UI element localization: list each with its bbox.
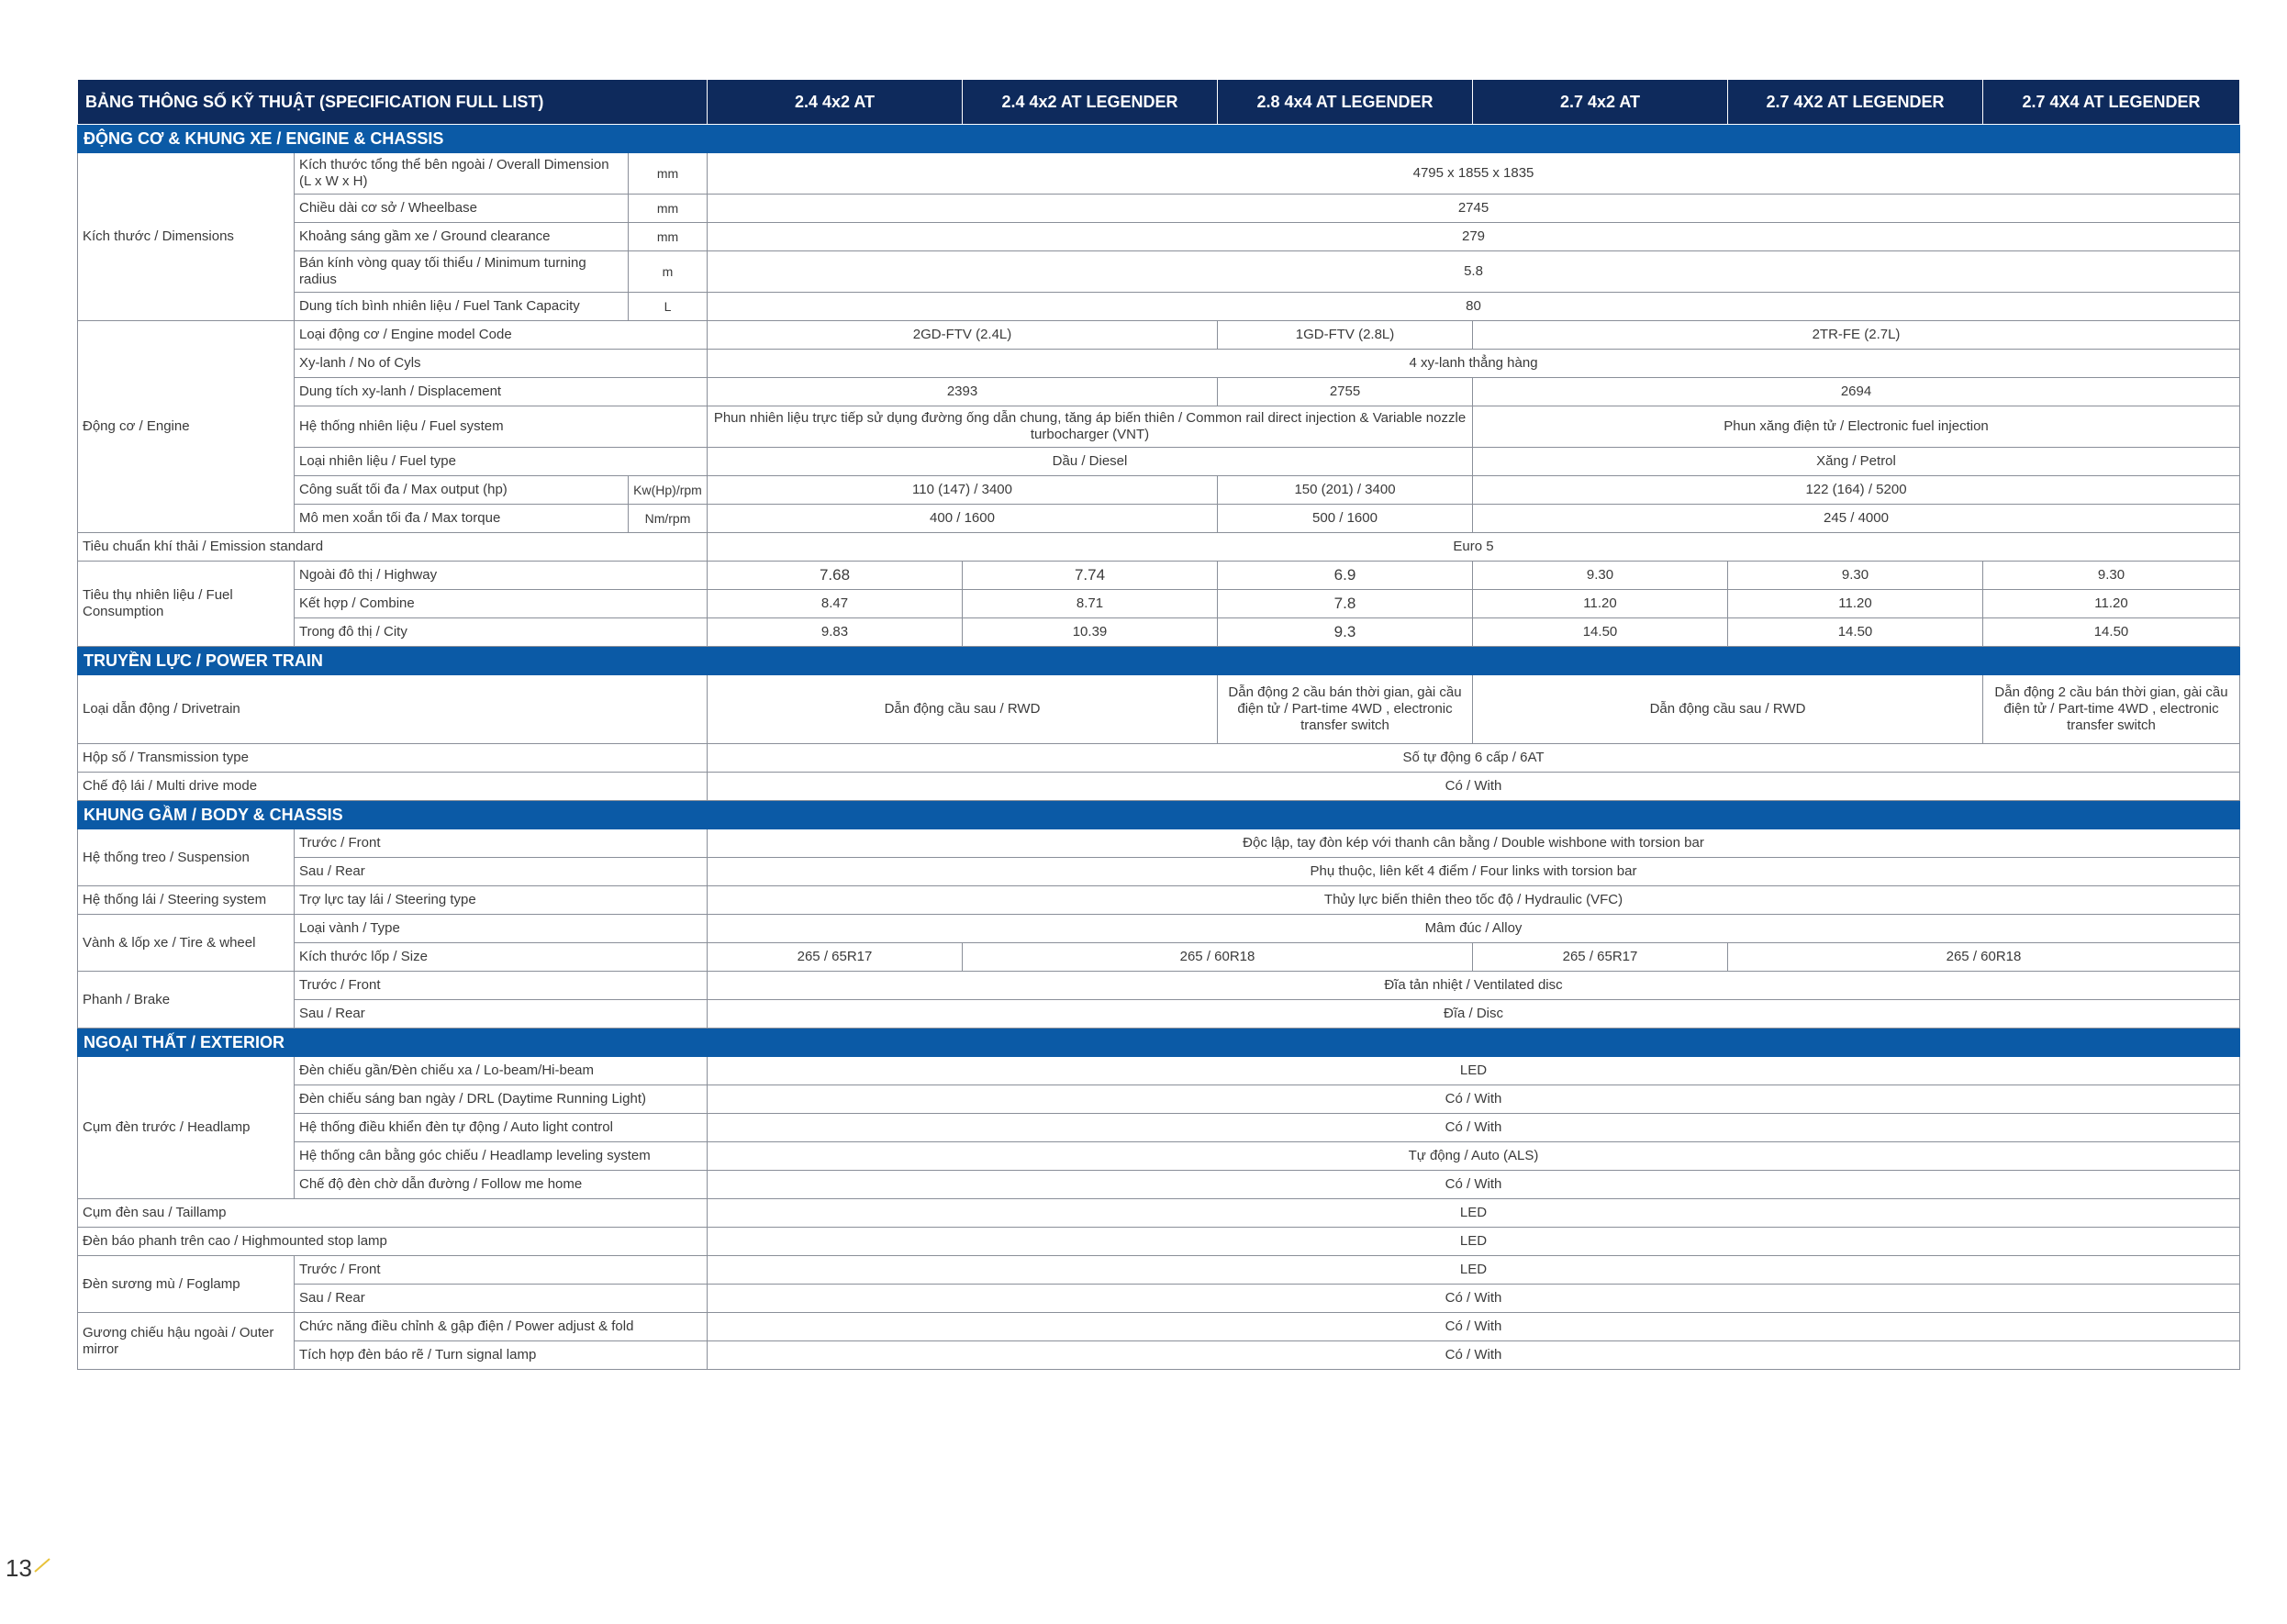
value-cell: Dầu / Diesel xyxy=(708,448,1473,476)
spec-label: Loại nhiên liệu / Fuel type xyxy=(295,448,708,476)
section-body-chassis: KHUNG GẦM / BODY & CHASSIS xyxy=(78,801,2240,829)
value-cell: 265 / 65R17 xyxy=(1473,943,1728,972)
spec-label: Trước / Front xyxy=(295,972,708,1000)
group-label: Kích thước / Dimensions xyxy=(78,153,295,321)
value-cell: LED xyxy=(708,1256,2240,1285)
table-row xyxy=(78,744,2240,773)
value-cell: 2GD-FTV (2.4L) xyxy=(708,321,1218,350)
table-row xyxy=(78,1256,2240,1285)
spec-label: Sau / Rear xyxy=(295,1285,708,1313)
section-exterior: NGOẠI THẤT / EXTERIOR xyxy=(78,1029,2240,1057)
group-label: Cụm đèn sau / Taillamp xyxy=(78,1199,708,1228)
model-header: 2.7 4x2 AT xyxy=(1473,80,1728,125)
value-cell: 7.68 xyxy=(708,562,963,590)
table-row xyxy=(78,533,2240,562)
table-row xyxy=(78,590,2240,618)
value-cell: 11.20 xyxy=(1983,590,2240,618)
table-row xyxy=(78,195,2240,223)
value-cell: Dẫn động 2 cầu bán thời gian, gài cầu điện tử / Part-time 4WD , electronic transfer switch xyxy=(1983,675,2240,744)
group-label: Chế độ lái / Multi drive mode xyxy=(78,773,708,801)
spec-label: Bán kính vòng quay tối thiểu / Minimum turning radius xyxy=(295,251,629,293)
spec-label: Mô men xoắn tối đa / Max torque xyxy=(295,505,629,533)
model-header: 2.4 4x2 AT xyxy=(708,80,963,125)
section-row xyxy=(78,1029,2240,1057)
spec-label: Đèn chiếu gần/Đèn chiếu xa / Lo-beam/Hi-beam xyxy=(295,1057,708,1085)
spec-label: Dung tích bình nhiên liệu / Fuel Tank Capacity xyxy=(295,293,629,321)
value-cell: LED xyxy=(708,1228,2240,1256)
value-cell: 9.30 xyxy=(1983,562,2240,590)
group-label: Cụm đèn trước / Headlamp xyxy=(78,1057,295,1199)
spec-label: Chế độ đèn chờ dẫn đường / Follow me home xyxy=(295,1171,708,1199)
value-cell: Euro 5 xyxy=(708,533,2240,562)
table-row xyxy=(78,1313,2240,1341)
value-cell: 265 / 60R18 xyxy=(1728,943,2240,972)
group-label: Đèn báo phanh trên cao / Highmounted stop lamp xyxy=(78,1228,708,1256)
value-cell: 9.30 xyxy=(1473,562,1728,590)
group-label: Hệ thống treo / Suspension xyxy=(78,829,295,886)
group-label: Tiêu chuẩn khí thải / Emission standard xyxy=(78,533,708,562)
value-cell: Phụ thuộc, liên kết 4 điểm / Four links with torsion bar xyxy=(708,858,2240,886)
table-row xyxy=(78,378,2240,406)
spec-label: Loại vành / Type xyxy=(295,915,708,943)
value-cell: 5.8 xyxy=(708,251,2240,293)
value-cell: Có / With xyxy=(708,1313,2240,1341)
model-header: 2.7 4X4 AT LEGENDER xyxy=(1983,80,2240,125)
unit-cell: m xyxy=(629,251,708,293)
value-cell: 2694 xyxy=(1473,378,2240,406)
spec-label: Sau / Rear xyxy=(295,858,708,886)
value-cell: Xăng / Petrol xyxy=(1473,448,2240,476)
value-cell: 400 / 1600 xyxy=(708,505,1218,533)
value-cell: Mâm đúc / Alloy xyxy=(708,915,2240,943)
spec-label: Chiều dài cơ sở / Wheelbase xyxy=(295,195,629,223)
spec-label: Khoảng sáng gầm xe / Ground clearance xyxy=(295,223,629,251)
value-cell: Thủy lực biến thiên theo tốc độ / Hydraulic (VFC) xyxy=(708,886,2240,915)
value-cell: 14.50 xyxy=(1983,618,2240,647)
value-cell: Phun xăng điện tử / Electronic fuel injection xyxy=(1473,406,2240,448)
table-row xyxy=(78,476,2240,505)
value-cell: 1GD-FTV (2.8L) xyxy=(1218,321,1473,350)
table-header-row xyxy=(78,80,2240,125)
table-row xyxy=(78,448,2240,476)
table-row xyxy=(78,1171,2240,1199)
value-cell: Có / With xyxy=(708,1285,2240,1313)
table-row xyxy=(78,943,2240,972)
value-cell: 9.30 xyxy=(1728,562,1983,590)
spec-label: Trước / Front xyxy=(295,829,708,858)
value-cell: Dẫn động cầu sau / RWD xyxy=(1473,675,1983,744)
value-cell: 7.8 xyxy=(1218,590,1473,618)
section-power-train: TRUYỀN LỰC / POWER TRAIN xyxy=(78,647,2240,675)
value-cell: 2TR-FE (2.7L) xyxy=(1473,321,2240,350)
value-cell: 245 / 4000 xyxy=(1473,505,2240,533)
value-cell: 80 xyxy=(708,293,2240,321)
value-cell: 8.47 xyxy=(708,590,963,618)
value-cell: 7.74 xyxy=(963,562,1218,590)
table-row xyxy=(78,618,2240,647)
table-row xyxy=(78,1142,2240,1171)
table-row xyxy=(78,1114,2240,1142)
spec-label: Sau / Rear xyxy=(295,1000,708,1029)
value-cell: Có / With xyxy=(708,773,2240,801)
value-cell: Có / With xyxy=(708,1171,2240,1199)
specification-table xyxy=(77,79,2240,1370)
table-row xyxy=(78,1000,2240,1029)
spec-label: Chức năng điều chỉnh & gập điện / Power adjust & fold xyxy=(295,1313,708,1341)
table-row xyxy=(78,858,2240,886)
value-cell: Dẫn động cầu sau / RWD xyxy=(708,675,1218,744)
spec-label: Tích hợp đèn báo rẽ / Turn signal lamp xyxy=(295,1341,708,1370)
section-row xyxy=(78,647,2240,675)
table-row xyxy=(78,562,2240,590)
value-cell: 6.9 xyxy=(1218,562,1473,590)
section-engine-chassis: ĐỘNG CƠ & KHUNG XE / ENGINE & CHASSIS xyxy=(78,125,2240,153)
table-row xyxy=(78,972,2240,1000)
table-title: BẢNG THÔNG SỐ KỸ THUẬT (SPECIFICATION FULL LIST) xyxy=(78,80,708,125)
table-row xyxy=(78,505,2240,533)
table-row xyxy=(78,1085,2240,1114)
spec-label: Dung tích xy-lanh / Displacement xyxy=(295,378,708,406)
table-row xyxy=(78,321,2240,350)
value-cell: 265 / 65R17 xyxy=(708,943,963,972)
group-label: Tiêu thụ nhiên liệu / Fuel Consumption xyxy=(78,562,295,647)
value-cell: 4795 x 1855 x 1835 xyxy=(708,153,2240,195)
spec-label: Kết hợp / Combine xyxy=(295,590,708,618)
value-cell: 279 xyxy=(708,223,2240,251)
spec-label: Trong đô thị / City xyxy=(295,618,708,647)
value-cell: Tự động / Auto (ALS) xyxy=(708,1142,2240,1171)
group-label: Hộp số / Transmission type xyxy=(78,744,708,773)
group-label: Vành & lốp xe / Tire & wheel xyxy=(78,915,295,972)
spec-label: Trước / Front xyxy=(295,1256,708,1285)
value-cell: 14.50 xyxy=(1728,618,1983,647)
spec-label: Đèn chiếu sáng ban ngày / DRL (Daytime Running Light) xyxy=(295,1085,708,1114)
spec-label: Kích thước lốp / Size xyxy=(295,943,708,972)
model-header: 2.4 4x2 AT LEGENDER xyxy=(963,80,1218,125)
value-cell: Đĩa / Disc xyxy=(708,1000,2240,1029)
spec-label: Trợ lực tay lái / Steering type xyxy=(295,886,708,915)
table-row xyxy=(78,251,2240,293)
unit-cell: Nm/rpm xyxy=(629,505,708,533)
value-cell: 2745 xyxy=(708,195,2240,223)
section-row xyxy=(78,125,2240,153)
group-label: Hệ thống lái / Steering system xyxy=(78,886,295,915)
value-cell: Đĩa tản nhiệt / Ventilated disc xyxy=(708,972,2240,1000)
value-cell: 110 (147) / 3400 xyxy=(708,476,1218,505)
value-cell: Có / With xyxy=(708,1341,2240,1370)
table-row xyxy=(78,350,2240,378)
table-row xyxy=(78,406,2240,448)
spec-label: Hệ thống nhiên liệu / Fuel system xyxy=(295,406,708,448)
table-row xyxy=(78,886,2240,915)
table-row xyxy=(78,773,2240,801)
value-cell: Dẫn động 2 cầu bán thời gian, gài cầu điện tử / Part-time 4WD , electronic transfer switch xyxy=(1218,675,1473,744)
spec-label: Kích thước tổng thể bên ngoài / Overall Dimension (L x W x H) xyxy=(295,153,629,195)
value-cell: Phun nhiên liệu trực tiếp sử dụng đường ống dẫn chung, tăng áp biến thiên / Common rail direct injection & Variable nozzle turbocharger (VNT) xyxy=(708,406,1473,448)
table-row xyxy=(78,293,2240,321)
unit-cell: Kw(Hp)/rpm xyxy=(629,476,708,505)
unit-cell: L xyxy=(629,293,708,321)
page-number: 13 xyxy=(6,1554,32,1582)
group-label: Đèn sương mù / Foglamp xyxy=(78,1256,295,1313)
section-row xyxy=(78,801,2240,829)
unit-cell: mm xyxy=(629,223,708,251)
table-row xyxy=(78,1228,2240,1256)
table-row xyxy=(78,223,2240,251)
unit-cell: mm xyxy=(629,153,708,195)
spec-label: Hệ thống cân bằng góc chiếu / Headlamp leveling system xyxy=(295,1142,708,1171)
value-cell: 9.3 xyxy=(1218,618,1473,647)
value-cell: 2393 xyxy=(708,378,1218,406)
slash-accent-icon xyxy=(33,1555,51,1574)
table-row xyxy=(78,915,2240,943)
value-cell: Độc lập, tay đòn kép với thanh cân bằng / Double wishbone with torsion bar xyxy=(708,829,2240,858)
table-row xyxy=(78,1057,2240,1085)
group-label: Loại dẫn động / Drivetrain xyxy=(78,675,708,744)
value-cell: Có / With xyxy=(708,1085,2240,1114)
table-row xyxy=(78,1341,2240,1370)
model-header: 2.8 4x4 AT LEGENDER xyxy=(1218,80,1473,125)
value-cell: 11.20 xyxy=(1728,590,1983,618)
spec-label: Ngoài đô thị / Highway xyxy=(295,562,708,590)
table-row xyxy=(78,1285,2240,1313)
value-cell: 150 (201) / 3400 xyxy=(1218,476,1473,505)
value-cell: 500 / 1600 xyxy=(1218,505,1473,533)
group-label: Gương chiếu hậu ngoài / Outer mirror xyxy=(78,1313,295,1370)
table-row xyxy=(78,153,2240,195)
value-cell: LED xyxy=(708,1057,2240,1085)
value-cell: 11.20 xyxy=(1473,590,1728,618)
spec-label: Công suất tối đa / Max output (hp) xyxy=(295,476,629,505)
group-label: Động cơ / Engine xyxy=(78,321,295,533)
value-cell: 8.71 xyxy=(963,590,1218,618)
spec-label: Xy-lanh / No of Cyls xyxy=(295,350,708,378)
spec-label: Hệ thống điều khiển đèn tự động / Auto light control xyxy=(295,1114,708,1142)
value-cell: Số tự động 6 cấp / 6AT xyxy=(708,744,2240,773)
value-cell: 10.39 xyxy=(963,618,1218,647)
value-cell: 14.50 xyxy=(1473,618,1728,647)
value-cell: LED xyxy=(708,1199,2240,1228)
value-cell: 2755 xyxy=(1218,378,1473,406)
value-cell: 4 xy-lanh thẳng hàng xyxy=(708,350,2240,378)
value-cell: 122 (164) / 5200 xyxy=(1473,476,2240,505)
table-row xyxy=(78,675,2240,744)
spec-label: Loại động cơ / Engine model Code xyxy=(295,321,708,350)
table-row xyxy=(78,1199,2240,1228)
value-cell: Có / With xyxy=(708,1114,2240,1142)
unit-cell: mm xyxy=(629,195,708,223)
value-cell: 9.83 xyxy=(708,618,963,647)
group-label: Phanh / Brake xyxy=(78,972,295,1029)
value-cell: 265 / 60R18 xyxy=(963,943,1473,972)
table-row xyxy=(78,829,2240,858)
model-header: 2.7 4X2 AT LEGENDER xyxy=(1728,80,1983,125)
